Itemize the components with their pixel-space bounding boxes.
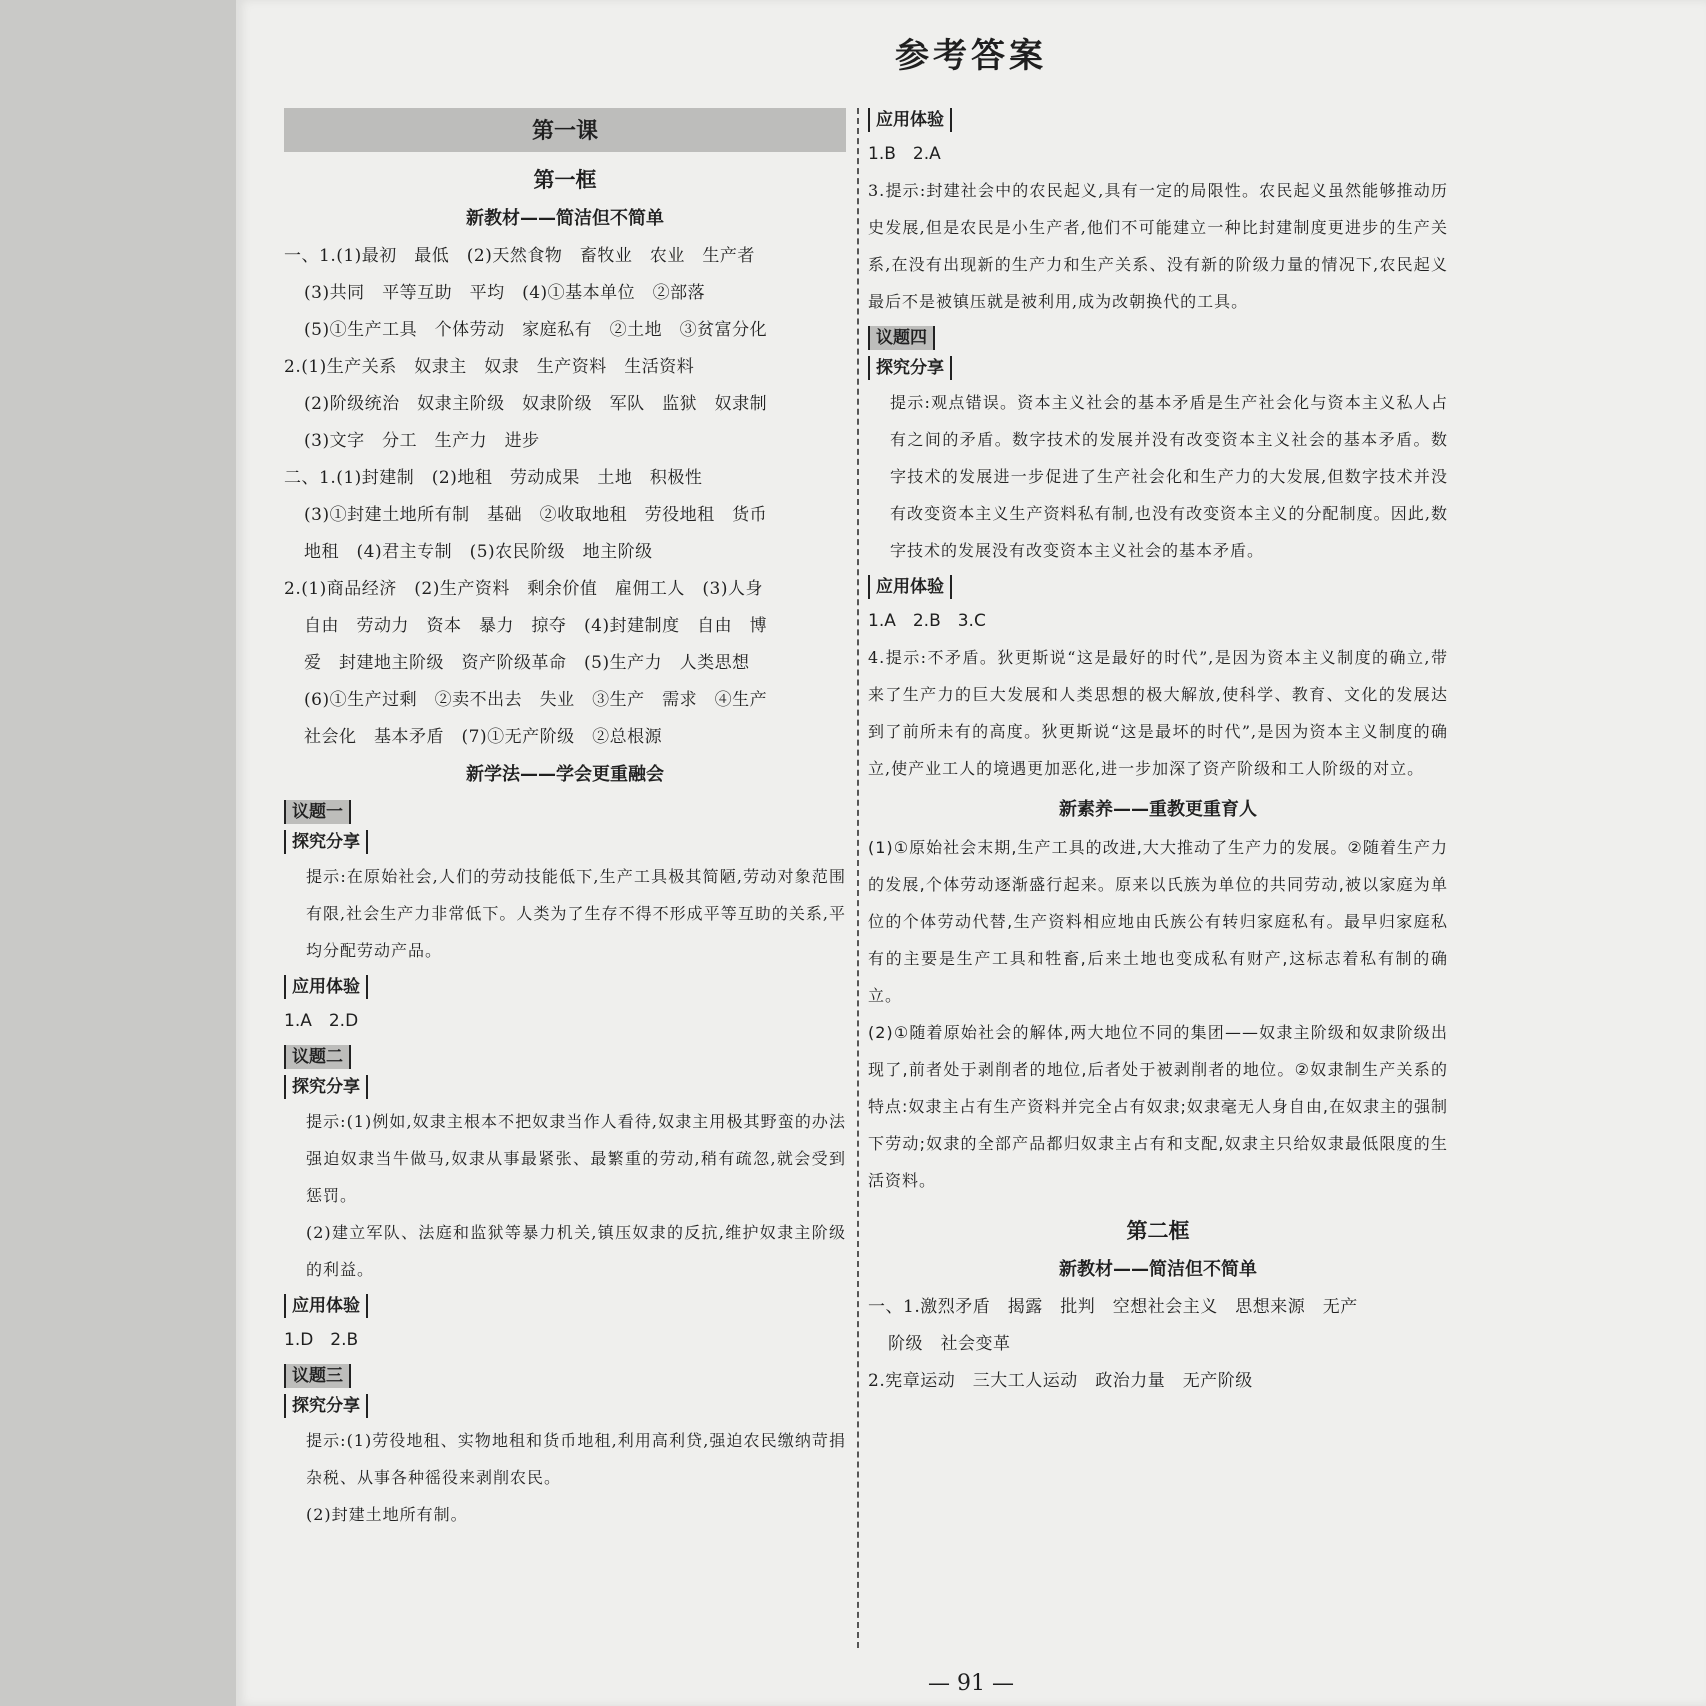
topic-tag: 议题二 <box>284 1045 351 1069</box>
topic-tag: 议题三 <box>284 1364 351 1388</box>
answer-line: 一、1.激烈矛盾 揭露 批判 空想社会主义 思想来源 无产 <box>868 1297 1358 1317</box>
column-divider <box>857 108 859 1648</box>
page-title: 参考答案 <box>895 36 1047 76</box>
right-column <box>868 108 1448 1400</box>
topic-tag: 议题四 <box>868 326 935 350</box>
answer-choices: 1.B 2.A <box>868 144 941 164</box>
hint-paragraph: 提示:(1)劳役地租、实物地租和货币地租,利用高利贷,强迫农民缴纳苛捐杂税、从事各种徭役来剥削农民。 <box>306 1431 846 1487</box>
explore-tag: 探究分享 <box>284 1394 368 1418</box>
body-paragraph: (1)①原始社会末期,生产工具的改进,大大推动了生产力的发展。②随着生产力的发展,个体劳动逐渐盛行起来。原来以氏族为单位的共同劳动,被以家庭为单位的个体劳动代替,生产资料相应地由氏族公有转归家庭私有。最早归家庭私有的主要是生产工具和牲畜,后来土地也变成私有财产,这标志着私有制的确立。 <box>868 838 1448 1005</box>
answer-line: 2.(1)商品经济 (2)生产资料 剩余价值 雇佣工人 (3)人身 <box>284 579 763 599</box>
answer-line: 一、1.(1)最初 最低 (2)天然食物 畜牧业 农业 生产者 <box>284 246 755 266</box>
left-column <box>284 108 846 1533</box>
explore-tag: 探究分享 <box>284 830 368 854</box>
answer-line: (3)共同 平等互助 平均 (4)①基本单位 ②部落 <box>304 283 706 303</box>
section-heading: 第二框 <box>1126 1219 1190 1243</box>
hint-paragraph: 提示:观点错误。资本主义社会的基本矛盾是生产社会化与资本主义私人占有之间的矛盾。数字技术的发展并没有改变资本主义社会的基本矛盾。数字技术的发展进一步促进了生产社会化和生产力的大发展,但数字技术并没有改变资本主义生产资料私有制,也没有改变资本主义的分配制度。因此,数字技术的发展没有改变资本主义社会的基本矛盾。 <box>890 393 1448 560</box>
hint-paragraph: (2)封建土地所有制。 <box>306 1505 468 1524</box>
answer-line: 阶级 社会变革 <box>888 1334 1011 1354</box>
answer-line: 爱 封建地主阶级 资产阶级革命 (5)生产力 人类思想 <box>304 653 750 673</box>
subsection-heading: 新学法——学会更重融会 <box>466 764 664 785</box>
answer-line: 社会化 基本矛盾 (7)①无产阶级 ②总根源 <box>304 727 663 747</box>
lesson-heading: 第一课 <box>284 108 846 152</box>
explore-tag: 探究分享 <box>868 356 952 380</box>
answer-line: (2)阶级统治 奴隶主阶级 奴隶阶级 军队 监狱 奴隶制 <box>304 394 768 414</box>
book-page <box>236 0 1706 1706</box>
explore-tag: 探究分享 <box>284 1075 368 1099</box>
subsection-heading: 新教材——简洁但不简单 <box>466 208 664 229</box>
apply-tag: 应用体验 <box>868 108 952 132</box>
topic-tag: 议题一 <box>284 800 351 824</box>
hint-paragraph: 3.提示:封建社会中的农民起义,具有一定的局限性。农民起义虽然能够推动历史发展,但是农民是小生产者,他们不可能建立一种比封建制度更进步的生产关系,在没有出现新的生产力和生产关系、没有新的阶级力量的情况下,农民起义最后不是被镇压就是被利用,成为改朝换代的工具。 <box>868 181 1448 311</box>
apply-tag: 应用体验 <box>868 575 952 599</box>
apply-tag: 应用体验 <box>284 975 368 999</box>
section-heading: 第一框 <box>533 168 597 192</box>
subsection-heading: 新教材——简洁但不简单 <box>1059 1259 1257 1280</box>
subsection-heading: 新素养——重教更重育人 <box>1059 799 1257 820</box>
answer-line: 地租 (4)君主专制 (5)农民阶级 地主阶级 <box>304 542 653 562</box>
answer-line: (6)①生产过剩 ②卖不出去 失业 ③生产 需求 ④生产 <box>304 690 768 710</box>
answer-line: (3)文字 分工 生产力 进步 <box>304 431 540 451</box>
apply-tag: 应用体验 <box>284 1294 368 1318</box>
answer-line: 2.(1)生产关系 奴隶主 奴隶 生产资料 生活资料 <box>284 357 695 377</box>
answer-lines <box>284 238 846 756</box>
hint-paragraph: 提示:(1)例如,奴隶主根本不把奴隶当作人看待,奴隶主用极其野蛮的办法强迫奴隶当牛做马,奴隶从事最紧张、最繁重的劳动,稍有疏忽,就会受到惩罚。 <box>306 1112 846 1205</box>
answer-line: 自由 劳动力 资本 暴力 掠夺 (4)封建制度 自由 博 <box>304 616 768 636</box>
answer-choices: 1.D 2.B <box>284 1330 359 1350</box>
answer-line: (3)①封建土地所有制 基础 ②收取地租 劳役地租 货币 <box>304 505 768 525</box>
answer-line: (5)①生产工具 个体劳动 家庭私有 ②土地 ③贫富分化 <box>304 320 768 340</box>
answer-line: 二、1.(1)封建制 (2)地租 劳动成果 土地 积极性 <box>284 468 703 488</box>
answer-choices: 1.A 2.B 3.C <box>868 611 986 631</box>
hint-paragraph: (2)建立军队、法庭和监狱等暴力机关,镇压奴隶的反抗,维护奴隶主阶级的利益。 <box>306 1223 846 1279</box>
hint-paragraph: 4.提示:不矛盾。狄更斯说“这是最好的时代”,是因为资本主义制度的确立,带来了生产力的巨大发展和人类思想的极大解放,使科学、教育、文化的发展达到了前所未有的高度。狄更斯说“这是最坏的时代”,是因为资本主义制度的确立,使产业工人的境遇更加恶化,进一步加深了资产阶级和工人阶级的对立。 <box>868 648 1448 778</box>
answer-choices: 1.A 2.D <box>284 1011 359 1031</box>
page-number: — 91 — <box>928 1671 1014 1696</box>
hint-paragraph: 提示:在原始社会,人们的劳动技能低下,生产工具极其简陋,劳动对象范围有限,社会生产力非常低下。人类为了生存不得不形成平等互助的关系,平均分配劳动产品。 <box>306 867 846 960</box>
body-paragraph: (2)①随着原始社会的解体,两大地位不同的集团——奴隶主阶级和奴隶阶级出现了,前者处于剥削者的地位,后者处于被剥削者的地位。②奴隶制生产关系的特点:奴隶主占有生产资料并完全占有奴隶;奴隶毫无人身自由,在奴隶主的强制下劳动;奴隶的全部产品都归奴隶主占有和支配,奴隶主只给奴隶最低限度的生活资料。 <box>868 1023 1448 1190</box>
answer-line: 2.宪章运动 三大工人运动 政治力量 无产阶级 <box>868 1371 1253 1391</box>
